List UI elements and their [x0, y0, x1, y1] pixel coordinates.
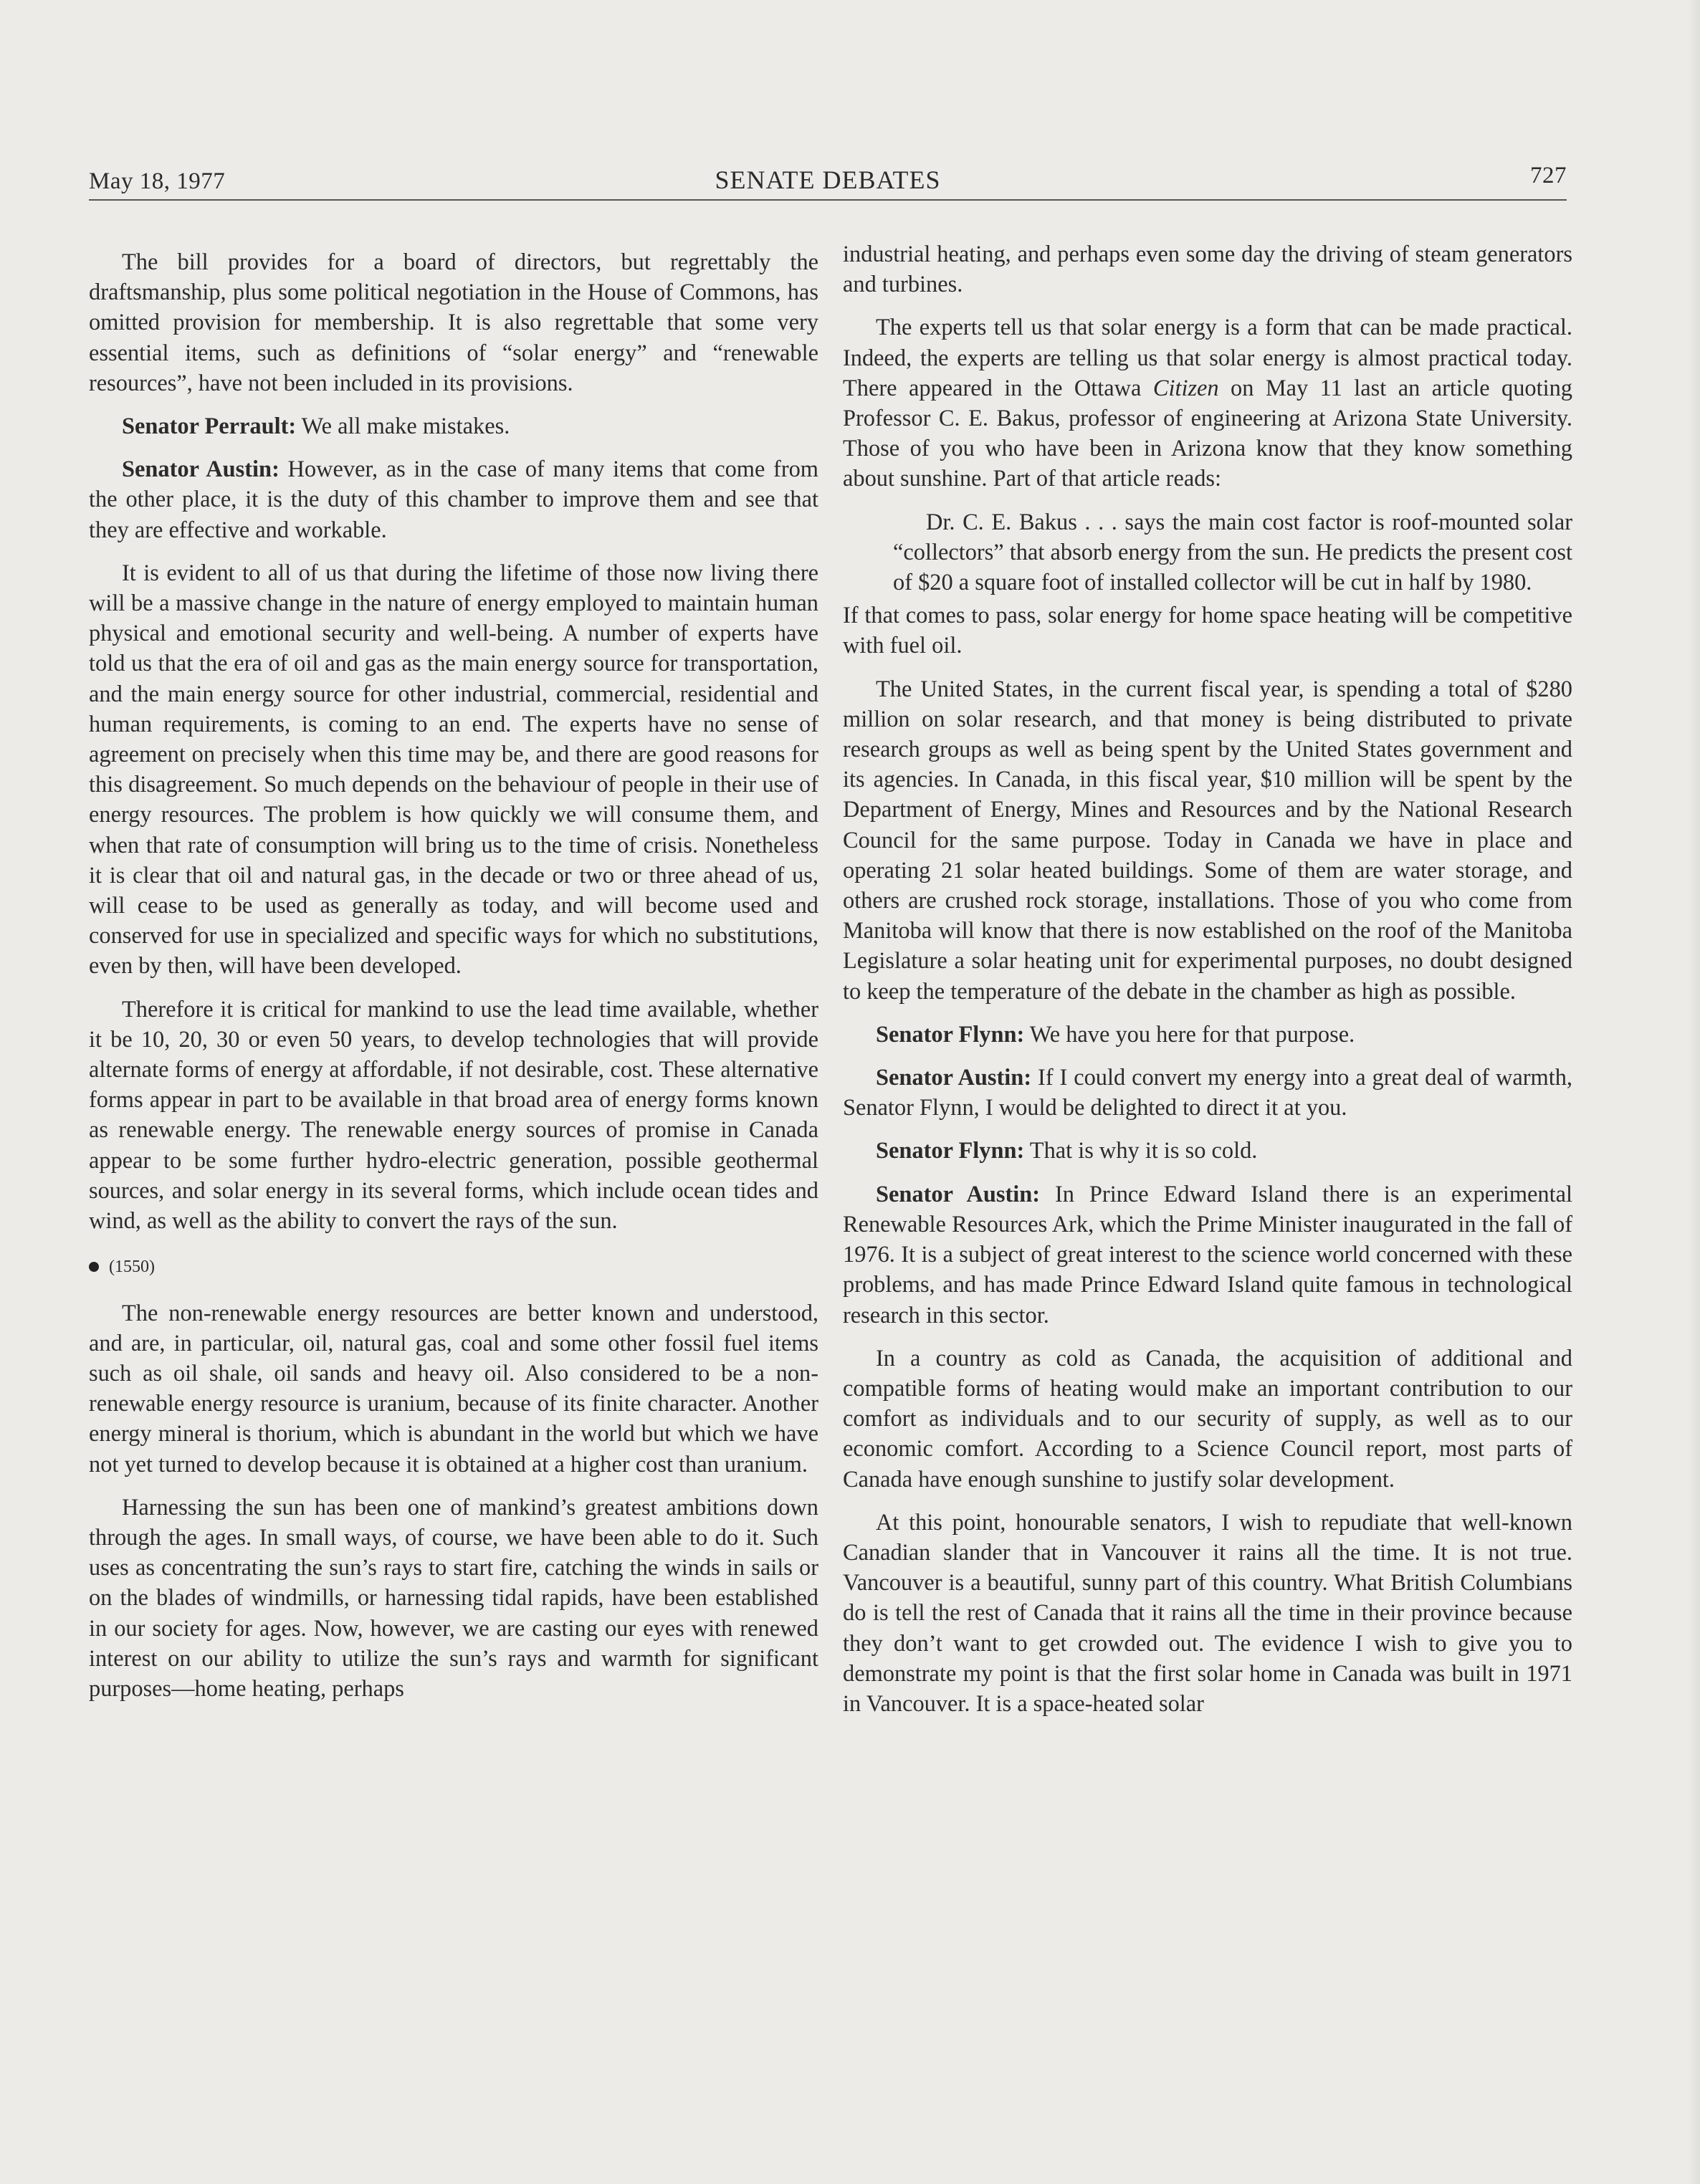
time-marker-text: (1550) — [109, 1258, 155, 1277]
speaker-paragraph — [843, 1136, 1572, 1166]
speech-text: We have you here for that purpose. — [1024, 1021, 1355, 1048]
paragraph: The United States, in the current fiscal year, is spending a total of $280 million on solar research, and that money is being distributed to private research groups as well as being spent by the United States government and its agencies. In Canada, in this fiscal year, $10 million will be spent by the Department of Energy, Mines and Resources and by the National Research Council for the same purpose. Today in Canada we have in place and operating 21 solar heated buildings. Some of them are water storage, and others are crushed rock storage, installations. Those of you who come from Manitoba will know that there is now established on the roof of the Manitoba Legislature a solar heating unit for experimental purposes, no doubt designed to keep the temperature of the debate in the chamber as high as possible. — [843, 676, 1572, 1005]
page-number: 727 — [1530, 163, 1567, 188]
speaker-paragraph — [843, 1063, 1572, 1123]
header-title: SENATE DEBATES — [715, 166, 941, 194]
paragraph: If that comes to pass, solar energy for home space heating will be competitive with fuel oil. — [843, 603, 1572, 659]
paragraph-text: on May 11 last an article quoting Professor C. E. Bakus, professor of engineering at Arizona State University. Those of you who have been in Arizona know that they know something about sunshine. Part of that article reads: — [843, 375, 1573, 492]
page-edge-shadow — [1689, 0, 1700, 2184]
speaker-paragraph — [89, 411, 818, 441]
newspaper-name: Citizen — [1152, 375, 1219, 401]
paragraph: It is evident to all of us that during the lifetime of those now living there will be a massive change in the nature of energy employed to maintain human physical and emotional security and well-being. A number of experts have told us that the era of oil and gas as the main energy source for transportation, and the main energy source for other industrial, commercial, residential and human requirements, is coming to an end. The experts have no sense of agreement on precisely when this time may be, and there are good reasons for this disagreement. So much depends on the behaviour of people in their use of energy resources. The problem is how quickly we will consume them, and when that rate of consumption will bring us to the time of crisis. Nonetheless it is clear that oil and natural gas, in the decade or two or three ahead of us, will cease to be used as generally as today, and will become used and conserved for use in specialized and specific ways for which no substitutions, even by then, will have been developed. — [89, 560, 818, 980]
speech-text: If I could convert my energy into a great deal of warmth, Senator Flynn, I would be delighted to direct it at you. — [843, 1065, 1572, 1121]
speaker-name: Senator Flynn: — [876, 1021, 1025, 1048]
speaker-paragraph — [843, 1179, 1572, 1331]
time-marker — [89, 1252, 818, 1282]
paragraph: The non-renewable energy resources are better known and understood, and are, in particular, oil, natural gas, coal and some other fossil fuel items such as oil shale, oil sands and heavy oil. Also considered to be a non-renewable energy resource is uranium, because of its finite character. Another energy mineral is thorium, which is abundant in the world but which we have not yet turned to develop because it is obtained at a higher cost than uranium. — [89, 1300, 818, 1477]
paragraph: At this point, honourable senators, I wish to repudiate that well-known Canadian slander that in Vancouver it rains all the time. It is not true. Vancouver is a beautiful, sunny part of this country. What British Columbians do is tell the rest of Canada that it rains all the time in their province because they don’t want to get crowded out. The evidence I wish to give you to demonstrate my point is that the first solar home in Canada was built in 1971 in Vancouver. It is a space-heated solar — [843, 1509, 1572, 1717]
speech-text: We all make mistakes. — [296, 413, 510, 440]
right-column — [843, 239, 1572, 1732]
left-column — [89, 247, 818, 1717]
header-date: May 18, 1977 — [89, 168, 226, 194]
paragraph: The bill provides for a board of directors, but regrettably the draftsmanship, plus some political negotiation in the House of Commons, has omitted provision for membership. It is also regrettable that some very essential items, such as definitions of “solar energy” and “renewable resources”, have not been included in its provisions. — [89, 249, 818, 396]
speaker-paragraph — [843, 1020, 1572, 1050]
speech-text: However, as in the case of many items that come from the other place, it is the duty of this chamber to improve them and see that they are effective and workable. — [89, 456, 818, 543]
paragraph: In a country as cold as Canada, the acquisition of additional and compatible forms of heating would make an important contribution to our comfort as individuals and to our security of supply, as well as to our economic comfort. According to a Science Council report, most parts of Canada have enough sunshine to justify solar development. — [843, 1345, 1572, 1493]
paragraph: industrial heating, and perhaps even some day the driving of steam generators and turbines. — [843, 241, 1572, 298]
paragraph: Therefore it is critical for mankind to use the lead time available, whether it be 10, 20, 30 or even 50 years, to develop technologies that will provide alternate forms of energy at affordable, if not desirable, cost. These alternative forms appear in part to be available in that broad area of energy forms known as renewable energy. The renewable energy sources of promise in Canada appear to be some further hydro-electric generation, possible geothermal sources, and solar energy in its several forms, which include ocean tides and wind, as well as the ability to convert the rays of the sun. — [89, 996, 818, 1235]
paragraph — [843, 312, 1572, 494]
speaker-name: Senator Austin: — [876, 1065, 1032, 1091]
speaker-name: Senator Austin: — [122, 456, 280, 483]
speech-text: In Prince Edward Island there is an experimental Renewable Resources Ark, which the Prime Minister inaugurated in the fall of 1976. It is a subject of great interest to the science world concerned with these problems, and has made Prince Edward Island quite famous in technological research in this sector. — [843, 1181, 1573, 1328]
paragraph-text: The experts tell us that solar energy is a form that can be made practical. Indeed, the experts are telling us that solar energy is almost practical today. There appeared in the Ottawa — [843, 315, 1572, 401]
speaker-paragraph — [89, 454, 818, 545]
block-quote: Dr. C. E. Bakus . . . says the main cost factor is roof-mounted solar “collectors” that absorb energy from the sun. He predicts the present cost of $20 a square foot of installed collector will be cut in half by 1980. — [893, 509, 1572, 596]
speaker-name: Senator Flynn: — [876, 1138, 1025, 1164]
page-header — [89, 156, 1567, 201]
speaker-name: Senator Austin: — [876, 1181, 1041, 1207]
bullet-icon — [89, 1262, 99, 1272]
speaker-name: Senator Perrault: — [122, 413, 297, 440]
paragraph: Harnessing the sun has been one of mankind’s greatest ambitions down through the ages. In small ways, of course, we have been able to do it. Such uses as concentrating the sun’s rays to start fire, catching the winds in sails or on the blades of windmills, or harnessing tidal rapids, have been established in our society for ages. Now, however, we are casting our eyes with renewed interest on our ability to utilize the sun’s rays and warmth for significant purposes—home heating, perhaps — [89, 1494, 818, 1702]
speech-text: That is why it is so cold. — [1024, 1138, 1258, 1164]
